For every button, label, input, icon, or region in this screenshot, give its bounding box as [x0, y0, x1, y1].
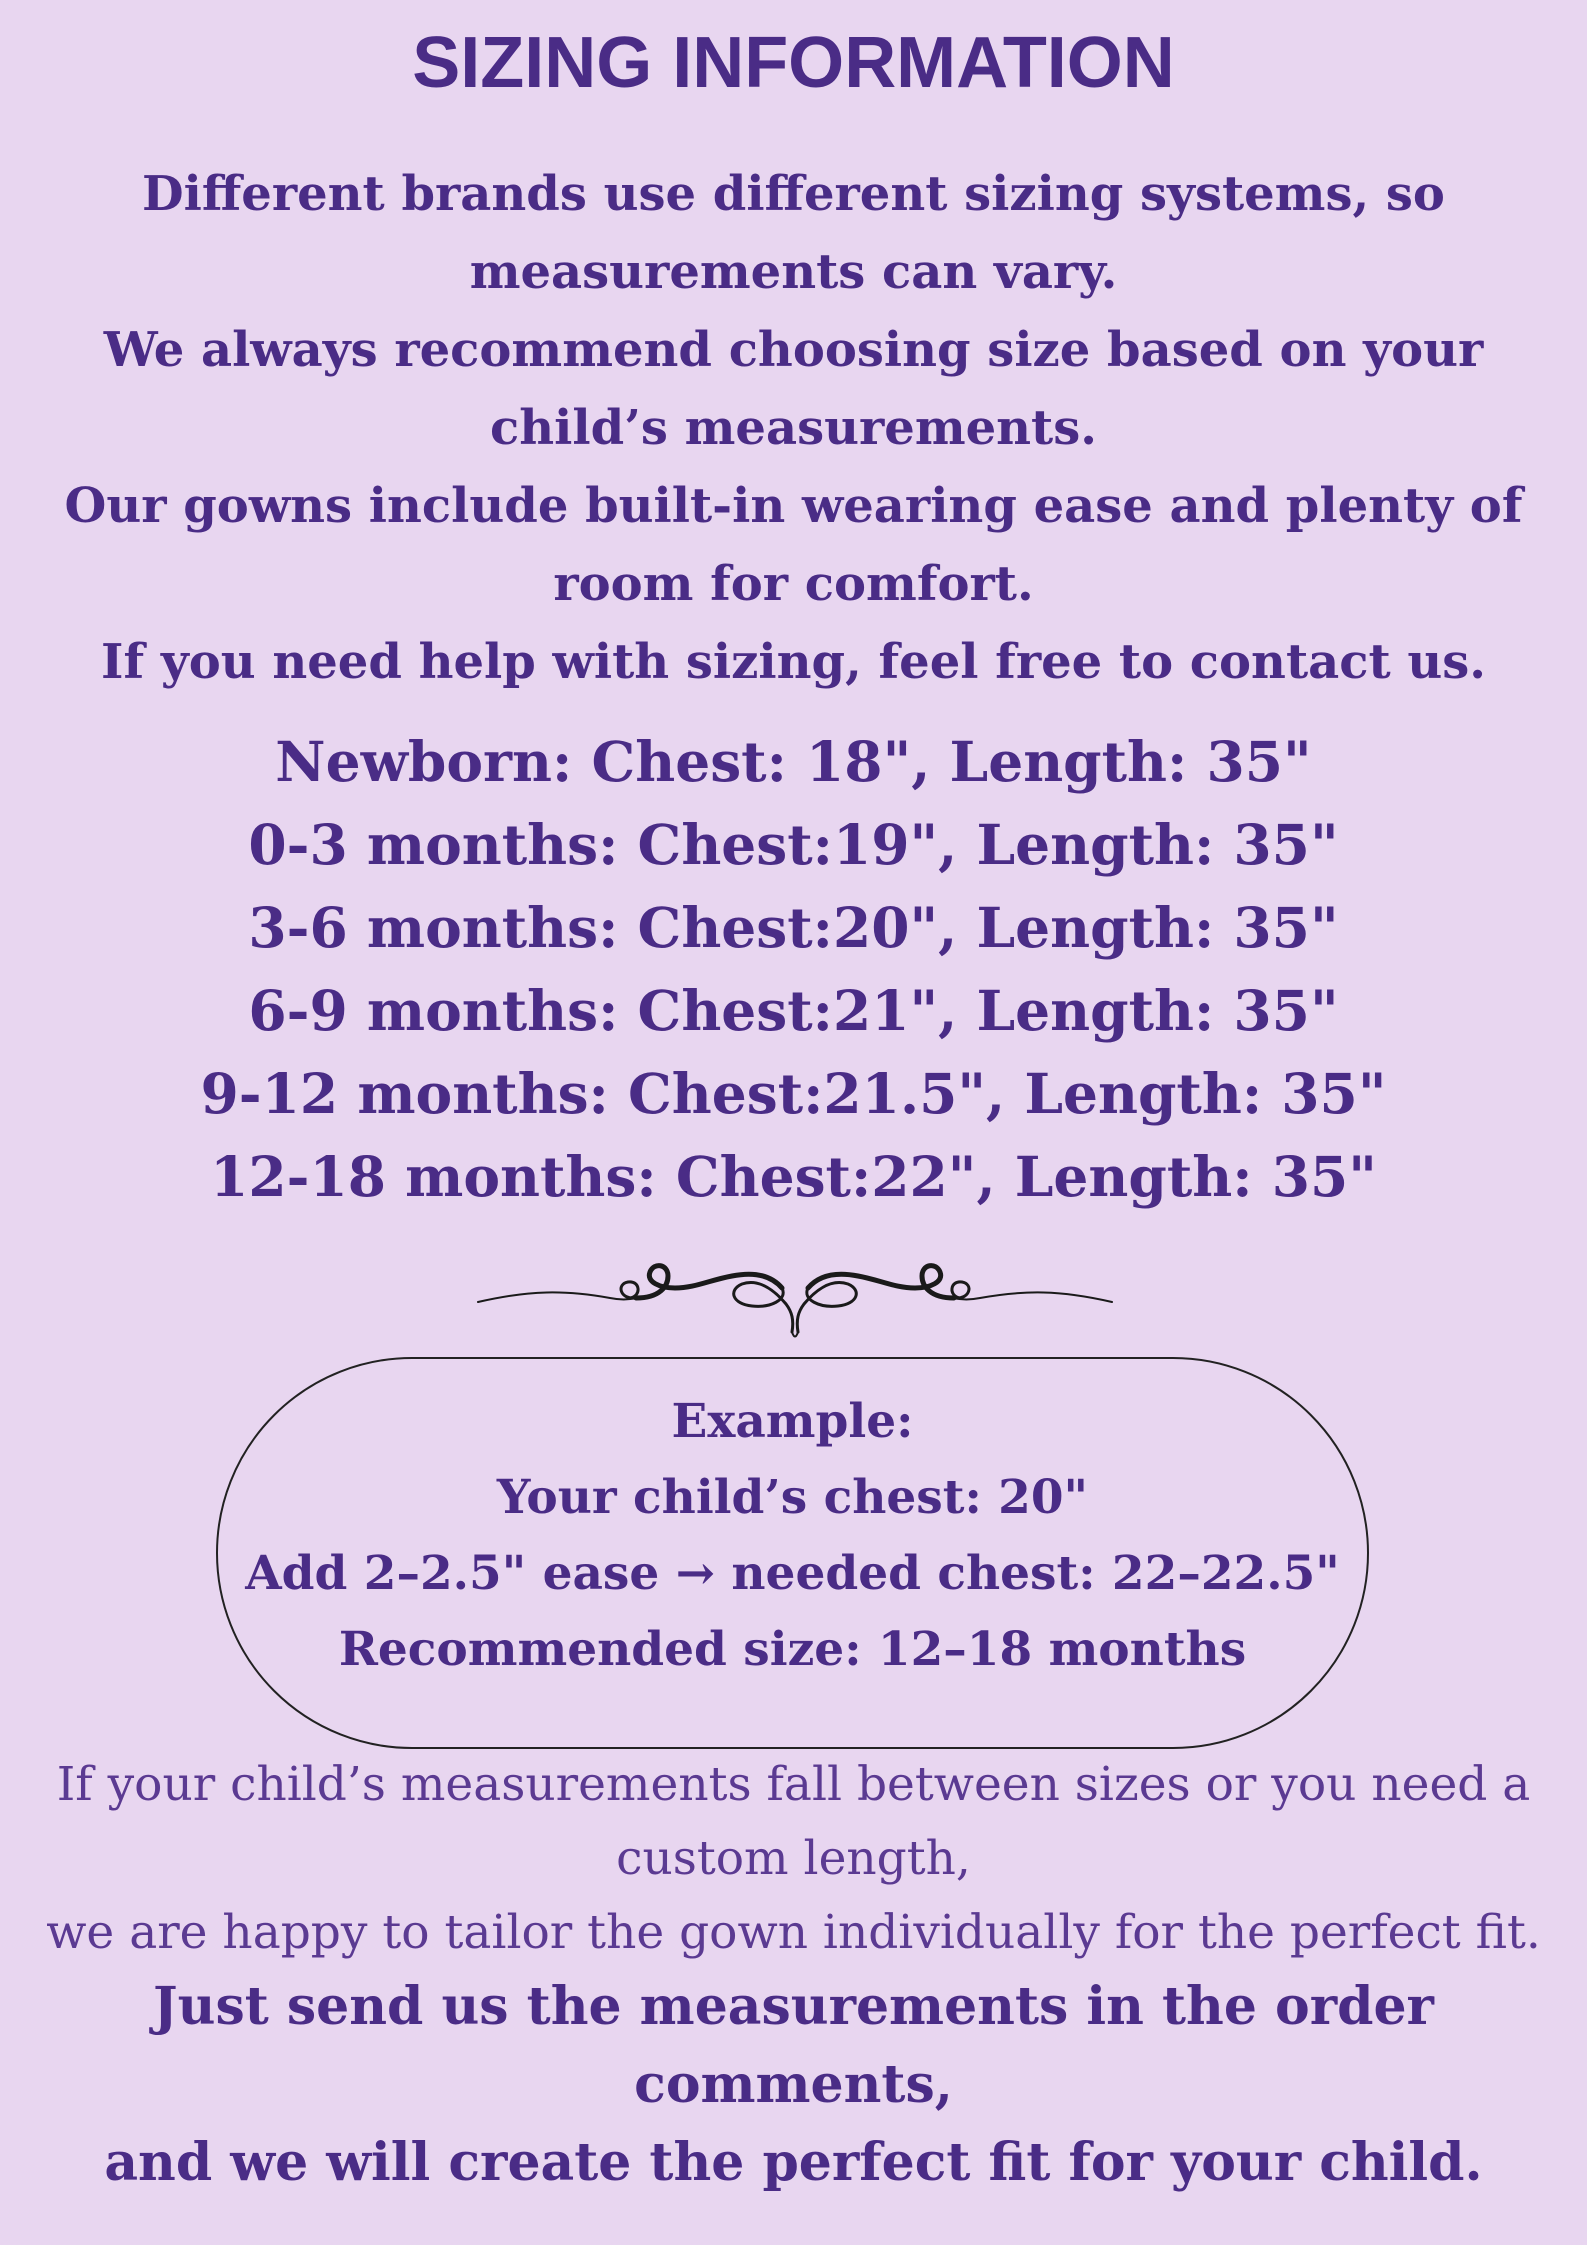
size-row-newborn: Newborn: Chest: 18", Length: 35"	[275, 729, 1312, 794]
closing-line: and we will create the perfect fit for your child.	[104, 2132, 1483, 2193]
size-row-9-12-months: 9-12 months: Chest:21.5", Length: 35"	[200, 1061, 1387, 1126]
example-heading: Example:	[671, 1394, 914, 1449]
example-line: Recommended size: 12–18 months	[338, 1622, 1247, 1677]
page-title: SIZING INFORMATION	[412, 23, 1175, 103]
example-line: Your child’s chest: 20"	[496, 1470, 1089, 1525]
size-row-0-3-months: 0-3 months: Chest:19", Length: 35"	[248, 812, 1339, 877]
note-line: custom length,	[616, 1831, 971, 1886]
intro-line: Different brands use different sizing systems, so	[142, 166, 1445, 222]
size-row-6-9-months: 6-9 months: Chest:21", Length: 35"	[248, 978, 1339, 1043]
decorative-swirl-divider-icon	[470, 1240, 1120, 1340]
example-line: Add 2–2.5" ease → needed chest: 22–22.5"	[245, 1546, 1340, 1601]
intro-line: child’s measurements.	[490, 400, 1097, 456]
intro-line: measurements can vary.	[469, 244, 1118, 300]
closing-message	[40, 1968, 1547, 2202]
intro-line: If you need help with sizing, feel free to contact us.	[101, 634, 1486, 690]
closing-line: Just send us the measurements in the order comments,	[153, 1976, 1434, 2115]
note-line: we are happy to tailor the gown individually for the perfect fit.	[46, 1905, 1541, 1960]
example-block	[216, 1384, 1369, 1688]
intro-paragraph	[60, 155, 1527, 701]
size-row-12-18-months: 12-18 months: Chest:22", Length: 35"	[210, 1144, 1377, 1209]
size-row-3-6-months: 3-6 months: Chest:20", Length: 35"	[248, 895, 1339, 960]
tailoring-note	[40, 1748, 1547, 1970]
intro-line: room for comfort.	[553, 556, 1034, 612]
note-line: If your child’s measurements fall between sizes or you need a	[56, 1757, 1531, 1812]
intro-line: Our gowns include built-in wearing ease and plenty of	[64, 478, 1523, 534]
size-chart	[0, 720, 1587, 1218]
intro-line: We always recommend choosing size based on your	[103, 322, 1484, 378]
